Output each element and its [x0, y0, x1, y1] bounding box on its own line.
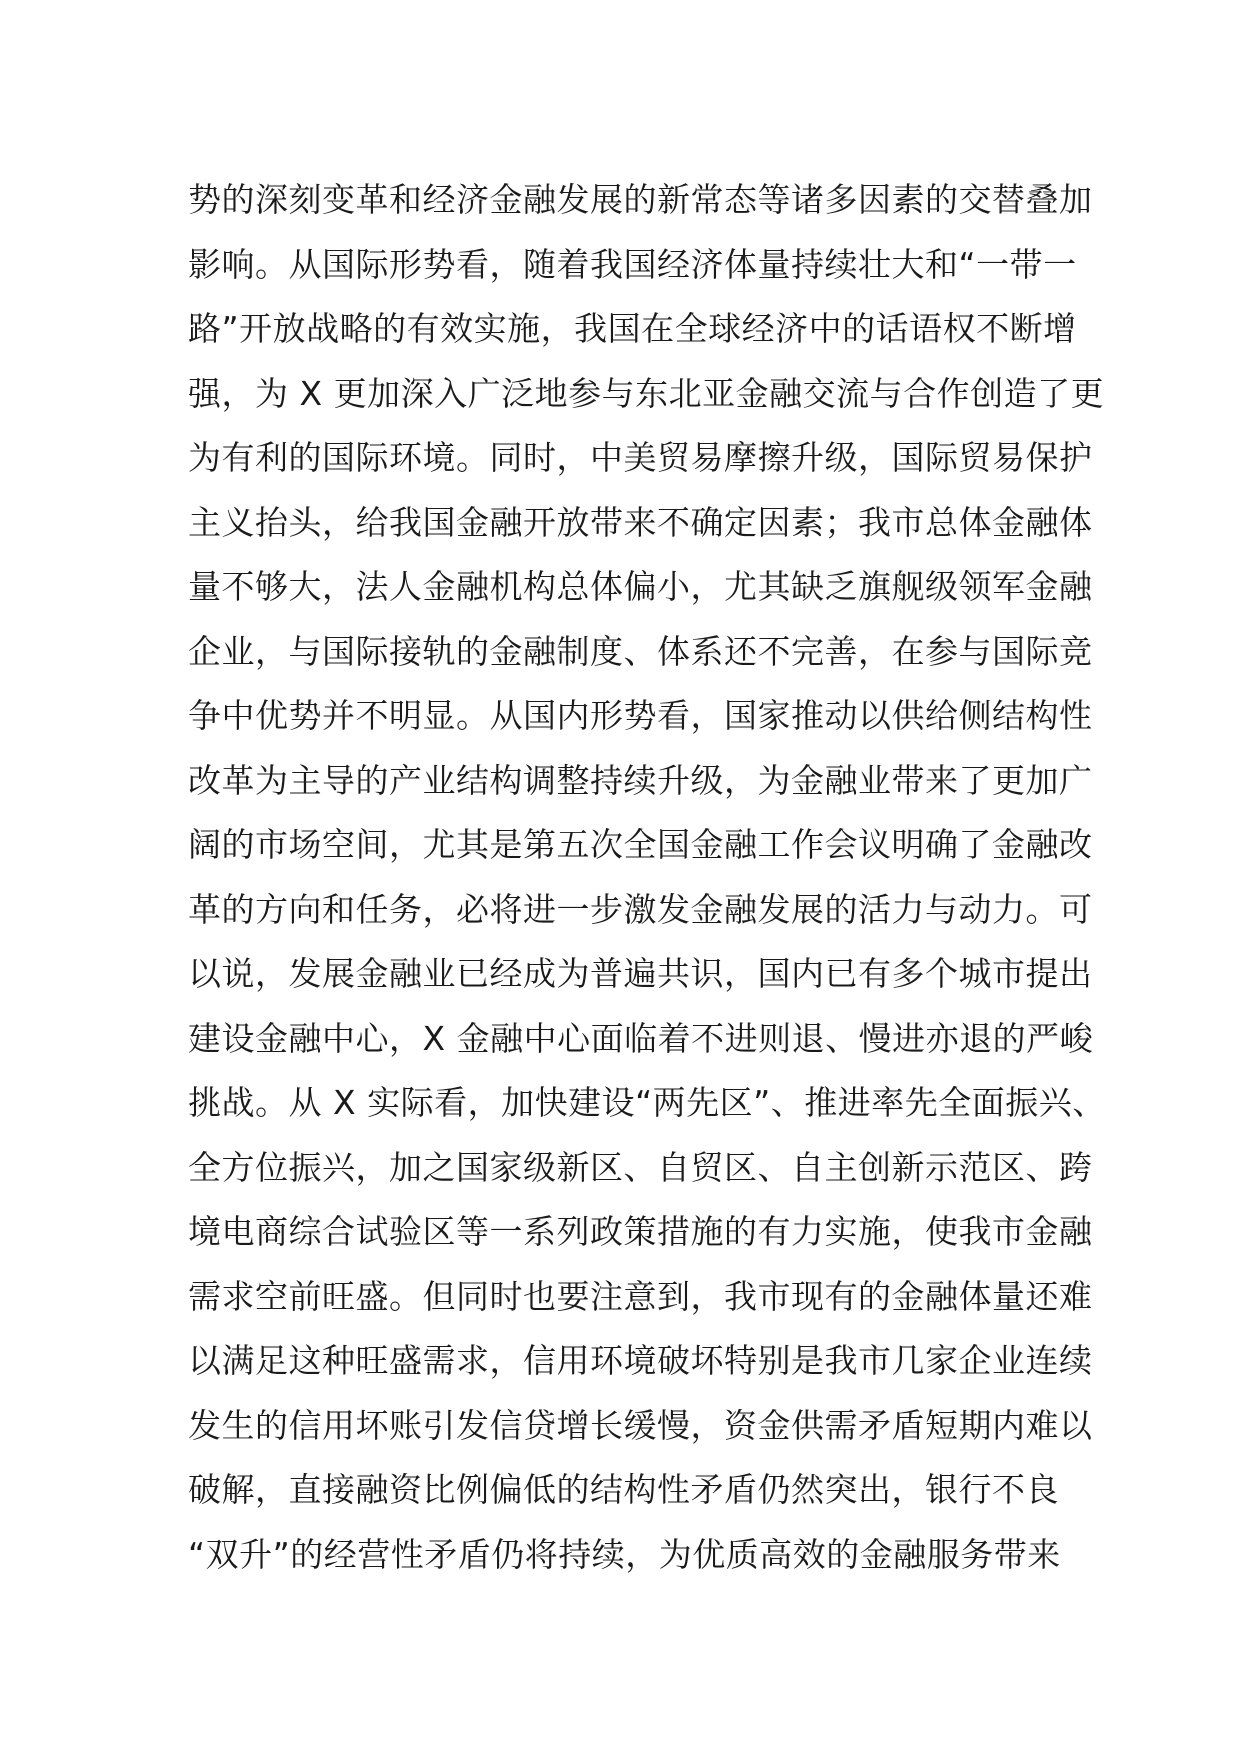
text-line: 挑战。从 X 实际看，加快建设“两先区”、推进率先全面振兴、	[188, 1083, 1106, 1122]
text-line: 争中优势并不明显。从国内形势看，国家推动以供给侧结构性	[188, 696, 1093, 735]
body-paragraph	[188, 168, 1106, 1587]
text-line: 建设金融中心，X 金融中心面临着不进则退、慢进亦退的严峻	[188, 1018, 1094, 1058]
text-line: “双升”的经营性矛盾仍将持续，为优质高效的金融服务带来	[188, 1534, 1061, 1574]
text-line: 企业，与国际接轨的金融制度、体系还不完善，在参与国际竞	[188, 631, 1093, 671]
text-line: 以满足这种旺盛需求，信用环境破坏特别是我市几家企业连续	[188, 1341, 1093, 1380]
text-line: 境电商综合试验区等一系列政策措施的有力实施，使我市金融	[188, 1212, 1093, 1251]
text-line: 强，为 X 更加深入广泛地参与东北亚金融交流与合作创造了更	[188, 373, 1105, 413]
text-line: 革的方向和任务，必将进一步激发金融发展的活力与动力。可	[188, 889, 1093, 929]
text-line: 阔的市场空间，尤其是第五次全国金融工作会议明确了金融改	[188, 825, 1093, 864]
text-line: 势的深刻变革和经济金融发展的新常态等诸多因素的交替叠加	[188, 180, 1093, 219]
text-line: 量不够大，法人金融机构总体偏小，尤其缺乏旗舰级领军金融	[188, 567, 1093, 606]
text-line: 破解，直接融资比例偏低的结构性矛盾仍然突出，银行不良	[188, 1470, 1059, 1509]
text-line: 全方位振兴，加之国家级新区、自贸区、自主创新示范区、跨	[188, 1147, 1093, 1187]
text-line: 以说，发展金融业已经成为普遍共识，国内已有多个城市提出	[188, 954, 1093, 993]
text-line: 为有利的国际环境。同时，中美贸易摩擦升级，国际贸易保护	[188, 438, 1093, 477]
text-line: 发生的信用坏账引发信贷增长缓慢，资金供需矛盾短期内难以	[188, 1405, 1093, 1445]
text-line: 路”开放战略的有效实施，我国在全球经济中的话语权不断增	[188, 309, 1077, 348]
text-line: 需求空前旺盛。但同时也要注意到，我市现有的金融体量还难	[188, 1276, 1093, 1316]
text-line: 改革为主导的产业结构调整持续升级，为金融业带来了更加广	[188, 760, 1093, 800]
text-line: 主义抬头，给我国金融开放带来不确定因素；我市总体金融体	[188, 502, 1093, 542]
text-line: 影响。从国际形势看，随着我国经济体量持续壮大和“一带一	[188, 244, 1077, 284]
